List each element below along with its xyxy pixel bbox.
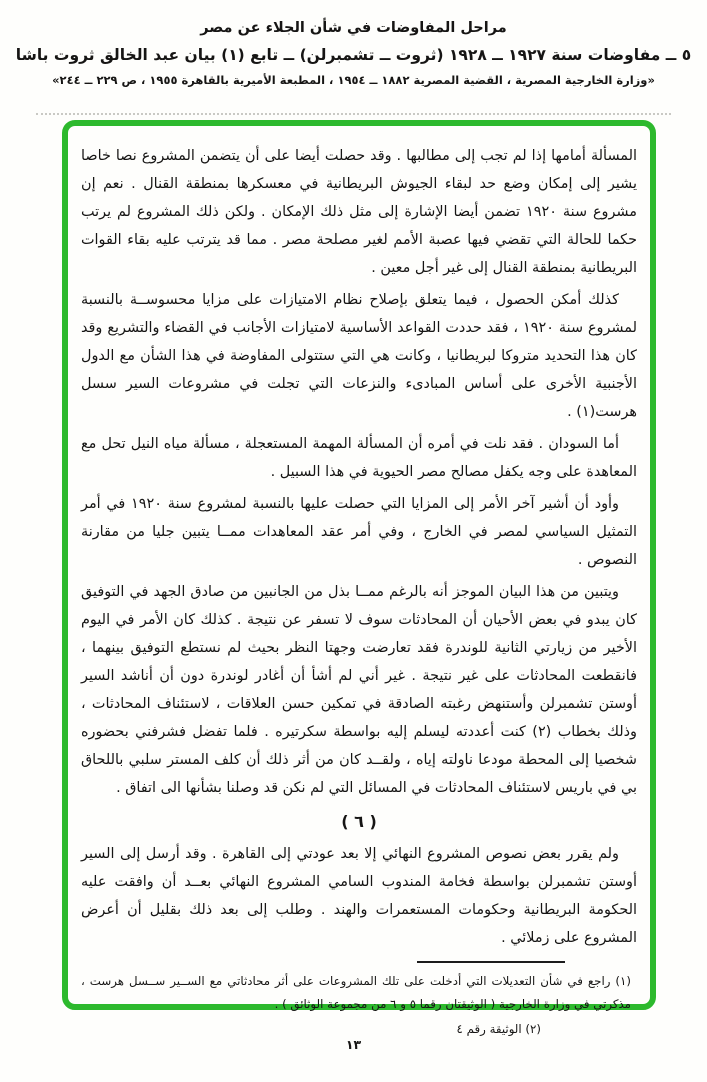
- page-number: ١٣: [345, 1037, 362, 1052]
- footnotes-block: [81, 970, 637, 1041]
- footnote-2: (٢) الوثيقة رقم ٤: [456, 1022, 541, 1036]
- document-title: مراحل المفاوضات في شأن الجلاء عن مصر: [200, 20, 507, 36]
- closing-paragraph: ولم يقرر بعض نصوص المشروع النهائي إلا بعد عودتي إلى القاهرة . وقد أرسل إلى السير أوستن تشمبرلن بواسطة فخامة المندوب السامي المشروع النهائي بعــد أن وافقت عليه الحكومة البريطانية وحكومات المستعمرات والهند . وطلب إلى بعد ذلك بقليل أن أعرض المشروع على زملائي .: [81, 846, 637, 946]
- header-divider: [36, 113, 671, 115]
- footnote-1: (١) راجع في شأن التعديلات التي أدخلت على تلك المشروعات على أثر محادثاتي مع الســير ســسل هرست ، مذكرتي في وزارة الخارجية ( الوثيقتان رقما ٥ و ٦ من مجموعة الوثائق ) .: [81, 974, 631, 1011]
- paragraph-4: وأود أن أشير آخر الأمر إلى المزايا التي حصلت عليها بالنسبة لمشروع سنة ١٩٢٠ في أمر التمثيل السياسي لمصر في الخارج ، وفي أمر عقد المعاهدات ممــا يتبين جليا من مقارنة النصوص .: [81, 496, 637, 568]
- section-subtitle: ٥ ــ مفاوضات سنة ١٩٢٧ ــ ١٩٢٨ (ثروت ــ تشمبرلن) ــ تابع (١) بيان عبد الخالق ثروت باشا: [15, 46, 692, 64]
- paragraph-1: المسألة أمامها إذا لم تجب إلى مطالبها . وقد حصلت أيضا على أن يتضمن المشروع نصا خاصا يشير إلى إمكان وضع حد لبقاء الجيوش البريطانية في معسكرها بمنطقة القنال . نعم إن مشروع سنة ١٩٢٠ تضمن أيضا الإشارة إلى مثل ذلك الإمكان . ولكن ذلك المشروع لم يرتب حكما للحالة التي تقضي فيها عصبة الأمم لغير مصلحة مصر . مما قد يترتب عليه بقاء القوات البريطانية بمنطقة القنال إلى غير أجل معين .: [81, 148, 637, 276]
- page-header: [0, 20, 707, 87]
- section-number-heading: ( ٦ ): [341, 812, 377, 831]
- body-text: [81, 142, 637, 952]
- footnote-separator: [417, 961, 565, 963]
- paragraph-2: كذلك أمكن الحصول ، فيما يتعلق بإصلاح نظام الامتيازات على مزايا محسوســة بالنسبة لمشروع سنة ١٩٢٠ ، فقد حددت القواعد الأساسية لامتيازات الأجانب في القضاء والتشريع وقد كان هذا التحديد متروكا لبريطانيا ، وكانت هي التي ستتولى المفاوضة في هذا الشأن مع الدول الأجنبية الأخرى على أساس المبادىء والنزعات التي تجلت في مشروعات السير سسل هرست(١) .: [81, 292, 637, 420]
- highlight-frame: [62, 120, 656, 1036]
- source-citation: «وزارة الخارجية المصرية ، القضية المصرية ١٨٨٢ ــ ١٩٥٤ ، المطبعة الأميرية بالقاهرة ١٩٥٥ ، ص ٢٢٩ ــ ٢٤٤»: [52, 73, 655, 87]
- paragraph-5: ويتبين من هذا البيان الموجز أنه بالرغم ممــا بذل من الجانبين من صادق الجهد في التوفيق كان يبدو في بعض الأحيان أن المحادثات سوف لا تسفر عن نتيجة . كذلك كان الأمر في اليوم الأخير من زيارتي الثانية للوندرة فقد تعارضت وجهتا النظر بحيث لم نستطع التوفيق بينهما ، فانقطعت المحادثات على غير نتيجة . غير أني لم أشأ أن أغادر لوندرة دون أن أناشد السير أوستن تشمبرلن وأستنهض رغبته الصادقة في تمكين حسن العلاقات ، لاستئناف المحادثات ، وذلك بخطاب (٢) كنت أعددته ليسلم إليه بواسطة سكرتيره . فلما تفضل فشرفني بحضوره شخصيا إلى المحطة مودعا ناولته إياه ، ولقــد كان من أثر ذلك أن كلف المستر سلبي باللحاق بي في باريس لاستئناف المحادثات في المسائل التي لم نكن قد وصلنا بشأنها الى اتفاق .: [81, 584, 637, 796]
- paragraph-3: أما السودان . فقد نلت في أمره أن المسألة المهمة المستعجلة ، مسألة مياه النيل تحل مع المعاهدة على وجه يكفل مصالح مصر الحيوية في هذا السبيل .: [81, 436, 637, 480]
